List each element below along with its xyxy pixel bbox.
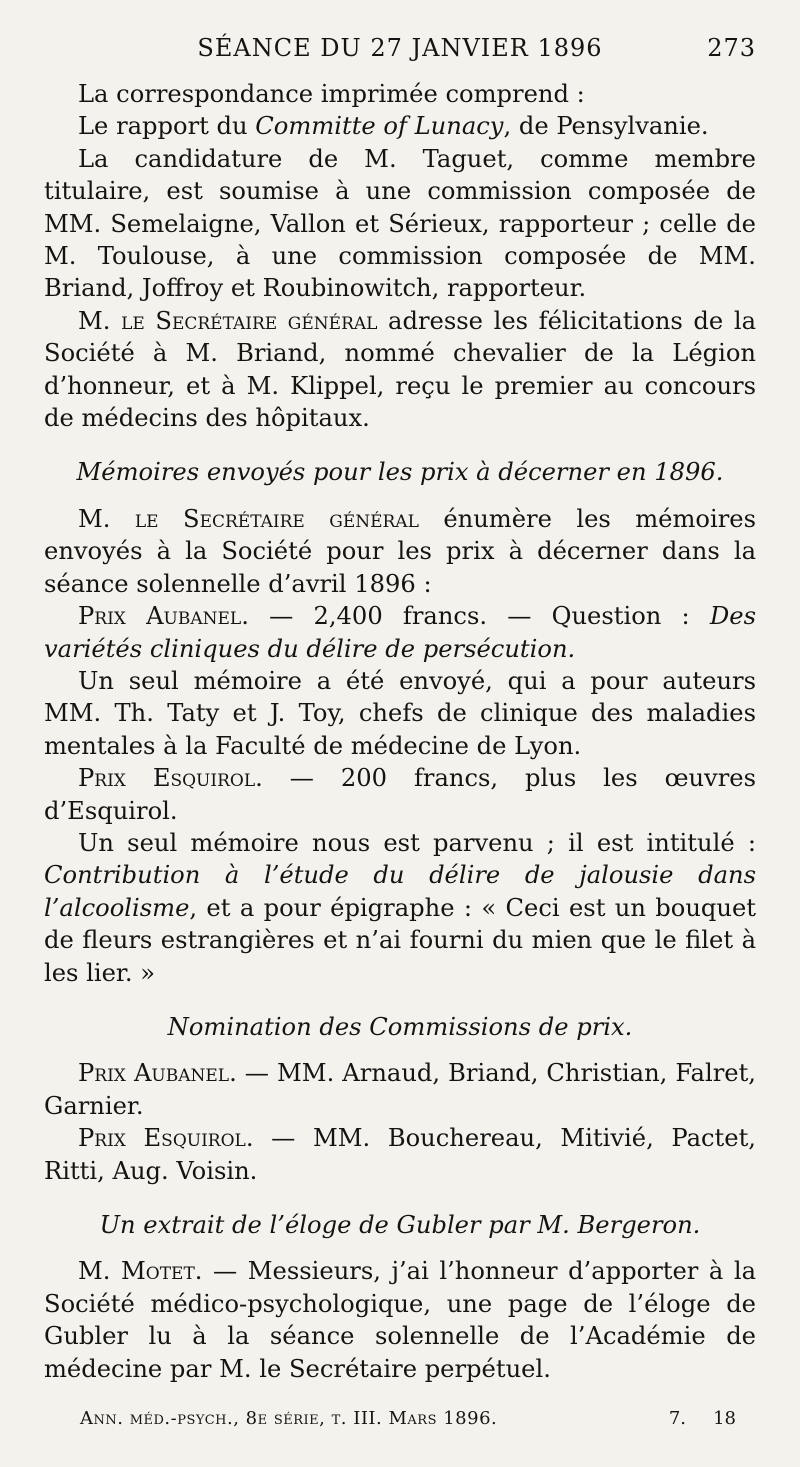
page-body xyxy=(44,78,756,1385)
paragraph-correspondance: La correspondance imprimée comprend : xyxy=(78,80,585,108)
prize-name: Prix Esquirol. xyxy=(78,764,263,793)
prize-name: Prix Aubanel. xyxy=(78,602,249,631)
paragraph-commission-aubanel xyxy=(44,1057,756,1122)
text: énumère les mémoires envoyés à la Société pour les prix à décerner dans la séance solennelle d’avril 1896 : xyxy=(44,504,756,598)
prize-name: Prix Aubanel. xyxy=(78,1059,237,1088)
footer-signature-page: 18 xyxy=(713,1408,736,1429)
italic-question: Des variétés cliniques du délire de persécution. xyxy=(44,602,756,663)
text: — MM. Arnaud, Briand, Christian, Falret, Garnier. xyxy=(44,1059,756,1120)
text: — 2,400 francs. — Question : xyxy=(248,602,710,631)
italic-title: Contribution à l’étude du délire de jalousie dans l’alcoolisme xyxy=(44,861,756,922)
paragraph-enumere xyxy=(44,503,756,600)
paragraph-motet xyxy=(44,1255,756,1385)
text: adresse les félicitations de la Société à M. Briand, nommé chevalier de la Légion d’honneur, et à M. Klippel, reçu le premier au concours de médecins des hôpitaux. xyxy=(44,306,756,433)
text: — 200 francs, plus les œuvres d’Esquirol. xyxy=(44,764,757,825)
paragraph-commission-esquirol xyxy=(44,1122,756,1187)
paragraph-felicitations xyxy=(44,305,756,435)
footer-citation: Ann. méd.-psych., 8e série, t. III. Mars 1896. xyxy=(80,1408,498,1429)
text: , de Pensylvanie. xyxy=(503,112,709,141)
paragraph-prix-esquirol xyxy=(44,762,756,827)
footer-signature: 7. xyxy=(668,1408,686,1429)
italic-title: Committe of Lunacy xyxy=(255,112,504,141)
section-heading-extrait: Un extrait de l’éloge de Gubler par M. Bergeron. xyxy=(99,1211,701,1239)
section-heading-nomination: Nomination des Commissions de prix. xyxy=(167,1012,633,1041)
paragraph-prix-aubanel xyxy=(44,600,756,665)
page-footer xyxy=(80,1408,756,1438)
text: , et a pour épigraphe : « Ceci est un bouquet de fleurs estrangières et n’ai fourni du mien que le filet à les lier. » xyxy=(44,893,756,987)
section-heading-memoires: Mémoires envoyés pour les prix à décerner en 1896. xyxy=(76,458,724,487)
running-head-title: SÉANCE DU 27 JANVIER 1896 xyxy=(197,34,603,62)
text: — MM. Bouchereau, Mitivié, Pactet, Ritti, Aug. Voisin. xyxy=(44,1124,756,1185)
speaker: M. le Secrétaire général xyxy=(78,306,378,335)
running-head xyxy=(44,34,756,70)
speaker: M. le Secrétaire général xyxy=(78,504,419,533)
text: Un seul mémoire nous est parvenu ; il est intitulé : xyxy=(78,828,756,857)
paragraph-rapport xyxy=(44,110,756,142)
text: — Messieurs, j’ai l’honneur d’apporter à la Société médico-psychologique, une page de l’éloge de Gubler lu à la séance solennelle de l’Académie de médecine par M. le Secrétaire perpétuel. xyxy=(44,1257,757,1383)
page-number: 273 xyxy=(707,34,756,62)
speaker: M. Motet. xyxy=(78,1257,203,1286)
paragraph-memoire-esquirol xyxy=(44,827,756,989)
paragraph-candidature: La candidature de M. Taguet, comme membre titulaire, est soumise à une commission composée de MM. Semelaigne, Vallon et Sérieux, rapporteur ; celle de M. Toulouse, à une commission composée de MM. Briand, Joffroy et Roubinowitch, rapporteur. xyxy=(44,144,756,303)
text: Le rapport du xyxy=(78,112,256,141)
prize-name: Prix Esquirol. xyxy=(78,1124,254,1153)
paragraph-memoire-aubanel: Un seul mémoire a été envoyé, qui a pour auteurs MM. Th. Taty et J. Toy, chefs de clinique des maladies mentales à la Faculté de médecine de Lyon. xyxy=(44,666,756,760)
